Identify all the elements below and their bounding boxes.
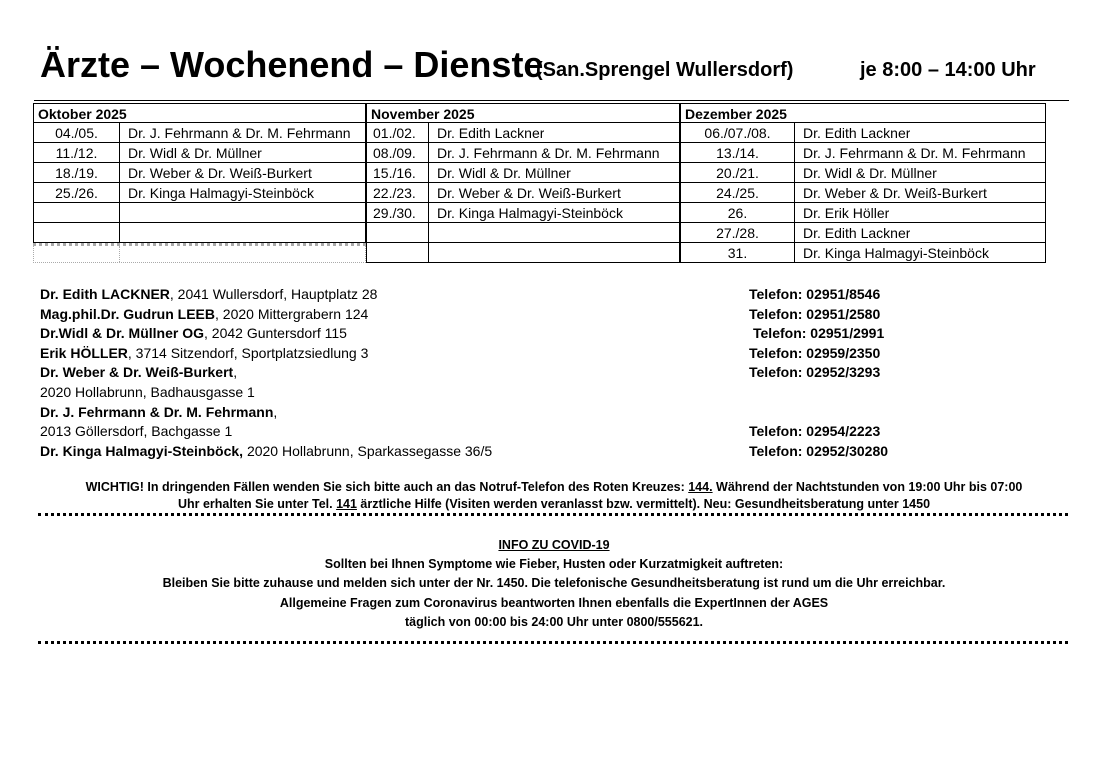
table-row xyxy=(366,143,680,163)
emergency-number: 144. xyxy=(688,480,713,494)
contact-line xyxy=(40,285,1040,305)
doctor-cell: Dr. Widl & Dr. Müllner xyxy=(128,145,262,161)
date-cell: 29./30. xyxy=(367,203,429,222)
covid-line: täglich von 00:00 bis 24:00 Uhr unter 0800/555621. xyxy=(404,615,704,629)
contact-address: 2013 Göllersdorf, Bachgasse 1 xyxy=(40,423,233,440)
covid-line: Allgemeine Fragen zum Coronavirus beantworten Ihnen ebenfalls die ExpertInnen der AGES xyxy=(279,596,829,610)
hours-label: je 8:00 – 14:00 Uhr xyxy=(860,59,1036,81)
date-cell: 13./14. xyxy=(681,143,795,162)
date-cell: 31. xyxy=(681,243,795,262)
date-cell: 18./19. xyxy=(34,163,120,182)
table-row xyxy=(33,183,366,203)
table-row xyxy=(33,123,366,143)
covid-line: Sollten bei Ihnen Symptome wie Fieber, Husten oder Kurzatmigkeit auftreten: xyxy=(324,557,784,571)
date-cell: 20./21. xyxy=(681,163,795,182)
table-row xyxy=(680,183,1046,203)
contact-line xyxy=(40,403,1040,423)
empty-row xyxy=(33,203,366,223)
contact-phone: Telefon: 02951/8546 xyxy=(749,286,881,302)
table-row xyxy=(680,123,1046,143)
table-row xyxy=(680,243,1046,263)
covid-line: Bleiben Sie bitte zuhause und melden sich unter der Nr. 1450. Die telefonische Gesundheitsberatung ist rund um die Uhr erreichbar. xyxy=(162,576,946,590)
contact-phone: Telefon: 02951/2991 xyxy=(753,325,885,342)
notice-line-2: Uhr erhalten Sie unter Tel. 141 ärztliche Hilfe (Visiten werden veranlasst bzw. vermittelt). Neu: Gesundheitsberatung unter 1450 xyxy=(177,497,931,511)
doctor-cell: Dr. Kinga Halmagyi-Steinböck xyxy=(803,245,989,261)
contact-name: Dr. J. Fehrmann & Dr. M. Fehrmann xyxy=(40,403,274,420)
covid-heading: INFO ZU COVID-19 xyxy=(498,538,610,552)
contact-address: , xyxy=(273,403,278,420)
month-column-november xyxy=(366,103,680,263)
doctor-cell: Dr. J. Fehrmann & Dr. M. Fehrmann xyxy=(128,125,351,141)
doctor-cell: Dr. Erik Höller xyxy=(803,205,890,221)
dotted-divider xyxy=(38,513,1068,516)
doctor-cell: Dr. Edith Lackner xyxy=(437,125,545,141)
table-row xyxy=(366,163,680,183)
doctor-cell: Dr. Edith Lackner xyxy=(803,225,911,241)
doctor-hotline-number: 141 xyxy=(336,497,357,511)
date-cell: 04./05. xyxy=(34,123,120,142)
month-header: Dezember 2025 xyxy=(680,103,1046,123)
contact-list xyxy=(40,285,1040,461)
region-label: (San.Sprengel Wullersdorf) xyxy=(536,59,794,81)
contact-line xyxy=(40,324,1040,344)
doctor-cell: Dr. Weber & Dr. Weiß-Burkert xyxy=(128,165,312,181)
schedule-table xyxy=(33,103,1046,265)
month-column-dezember xyxy=(680,103,1046,263)
contact-line xyxy=(40,422,1040,442)
page-title: Ärzte – Wochenend – Dienste xyxy=(40,44,544,85)
contact-phone: Telefon: 02952/30280 xyxy=(749,442,889,459)
doctor-cell: Dr. Widl & Dr. Müllner xyxy=(803,165,937,181)
date-cell: 08./09. xyxy=(367,143,429,162)
doctor-cell: Dr. Weber & Dr. Weiß-Burkert xyxy=(803,185,987,201)
contact-line xyxy=(40,344,1040,364)
contact-phone: Telefon: 02951/2580 xyxy=(749,305,881,322)
table-row xyxy=(680,143,1046,163)
contact-line xyxy=(40,442,1040,462)
contact-address: , xyxy=(233,364,238,381)
doctor-cell: Dr. J. Fehrmann & Dr. M. Fehrmann xyxy=(803,145,1026,161)
contact-address: , 2042 Guntersdorf 115 xyxy=(204,325,347,342)
table-row xyxy=(366,183,680,203)
table-row xyxy=(33,143,366,163)
date-cell: 01./02. xyxy=(367,123,429,142)
notice-line-1: WICHTIG! In dringenden Fällen wenden Sie sich bitte auch an das Notruf-Telefon des Roten Kreuzes: 144. Während der Nachtstunden von 19:00 Uhr bis 07:00 xyxy=(85,480,1023,494)
contact-phone: Telefon: 02959/2350 xyxy=(749,344,881,361)
date-cell: 11./12. xyxy=(34,143,120,162)
date-cell: 22./23. xyxy=(367,183,429,202)
table-row xyxy=(33,163,366,183)
contact-name: Dr.Widl & Dr. Müllner OG xyxy=(40,325,205,342)
header-rule xyxy=(34,100,1069,101)
date-cell: 15./16. xyxy=(367,163,429,182)
month-header: Oktober 2025 xyxy=(33,103,366,123)
contact-name: Dr. Edith LACKNER xyxy=(40,286,170,302)
doctor-cell: Dr. J. Fehrmann & Dr. M. Fehrmann xyxy=(437,145,660,161)
doctor-cell: Dr. Kinga Halmagyi-Steinböck xyxy=(437,205,623,221)
month-header: November 2025 xyxy=(366,103,680,123)
date-cell: 06./07./08. xyxy=(681,123,795,142)
dotted-divider xyxy=(38,641,1068,644)
contact-address: 2020 Hollabrunn, Badhausgasse 1 xyxy=(40,383,255,400)
empty-row xyxy=(33,243,366,263)
doctor-cell: Dr. Widl & Dr. Müllner xyxy=(437,165,571,181)
contact-phone: Telefon: 02954/2223 xyxy=(749,423,881,440)
doctor-cell: Dr. Kinga Halmagyi-Steinböck xyxy=(128,185,314,201)
contact-address: , 3714 Sitzendorf, Sportplatzsiedlung 3 xyxy=(127,344,369,361)
date-cell: 27./28. xyxy=(681,223,795,242)
date-cell: 25./26. xyxy=(34,183,120,202)
empty-row xyxy=(366,223,680,243)
contact-name: Dr. Kinga Halmagyi-Steinböck, xyxy=(40,442,244,459)
contact-name: Mag.phil.Dr. Gudrun LEEB xyxy=(40,305,215,322)
date-cell: 26. xyxy=(681,203,795,222)
doctor-cell: Dr. Edith Lackner xyxy=(803,125,911,141)
contact-address: 2020 Hollabrunn, Sparkassegasse 36/5 xyxy=(243,442,493,459)
table-row xyxy=(680,223,1046,243)
contact-address: , 2020 Mittergrabern 124 xyxy=(215,305,369,322)
doctor-cell: Dr. Weber & Dr. Weiß-Burkert xyxy=(437,185,621,201)
contact-line xyxy=(40,305,1040,325)
table-row xyxy=(366,203,680,223)
table-row xyxy=(680,203,1046,223)
date-cell: 24./25. xyxy=(681,183,795,202)
empty-row xyxy=(33,223,366,243)
contact-address: , 2041 Wullersdorf, Hauptplatz 28 xyxy=(169,286,378,302)
table-row xyxy=(680,163,1046,183)
contact-line xyxy=(40,383,1040,403)
contact-phone: Telefon: 02952/3293 xyxy=(749,364,881,381)
contact-name: Dr. Weber & Dr. Weiß-Burkert xyxy=(40,364,234,381)
contact-name: Erik HÖLLER xyxy=(40,344,128,361)
month-column-oktober xyxy=(33,103,366,263)
page-header xyxy=(40,44,1050,90)
contact-line xyxy=(40,363,1040,383)
table-row xyxy=(366,123,680,143)
empty-row xyxy=(366,243,680,263)
